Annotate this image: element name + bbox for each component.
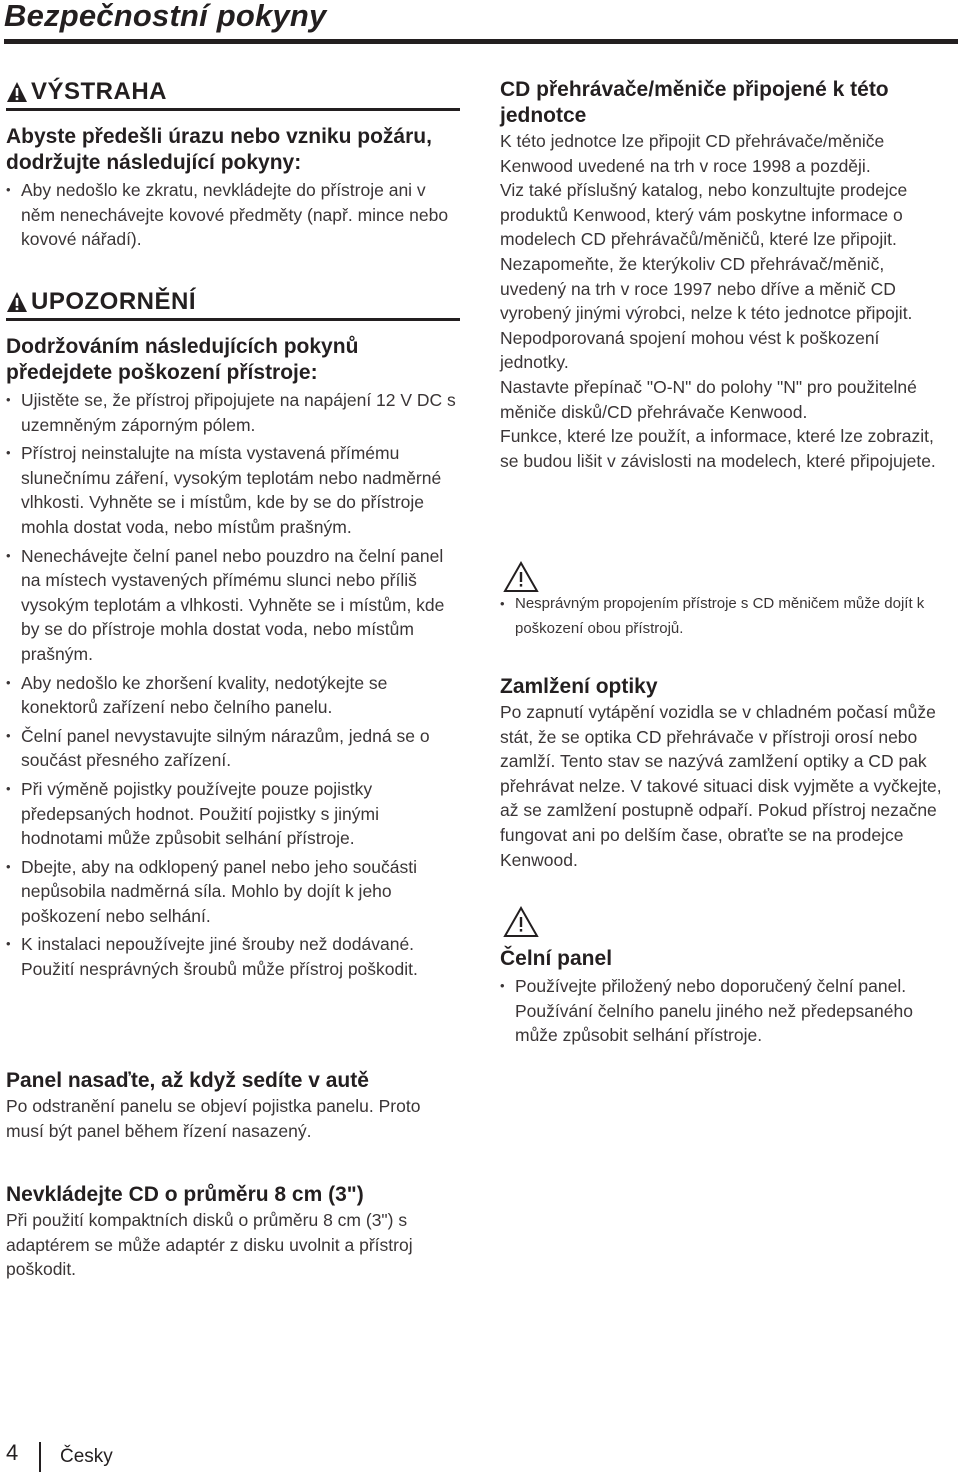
warning-heading: Abyste předešli úrazu nebo vzniku požáru, dodržujte následující pokyny: <box>6 125 432 174</box>
list-item: • Přístroj neinstalujte na místa vystavená přímému slunečnímu záření, vysokým teplotám nebo nadměrné vlhkosti. Vyhněte se i místům, kde by se do přístroje mohla dostat voda, nebo místům prašným. <box>6 441 462 539</box>
warning-list <box>6 178 462 252</box>
list-item: • Dbejte, aby na odklopený panel nebo jeho součásti nepůsobila nadměrná síla. Mohlo by dojít k jeho poškození nebo selhání. <box>6 855 462 929</box>
cd-size-section <box>6 1182 462 1282</box>
list-item: • Nesprávným propojením přístroje s CD měničem může dojít k poškození obou přístrojů. <box>500 591 945 641</box>
fogging-heading: Zamlžení optiky <box>500 675 658 698</box>
panel-section <box>6 1068 462 1143</box>
cd-changers-heading: CD přehrávače/měniče připojené k této jednotce <box>500 78 889 127</box>
paragraph: Viz také příslušný katalog, nebo konzultujte prodejce produktů Kenwood, který vám poskytne informace o modelech CD přehrávačů/měničů, které lze připojit. <box>500 180 908 250</box>
caution-header <box>6 288 196 316</box>
warning-label: VÝSTRAHA <box>31 78 168 105</box>
paragraph: K této jednotce lze připojit CD přehrávače/měniče Kenwood uvedené na trh v roce 1998 a později. <box>500 131 885 176</box>
cd-changers-section <box>500 77 950 473</box>
footer-divider <box>39 1442 41 1472</box>
caution-rule <box>6 318 460 321</box>
panel-text: Po odstranění panelu se objeví pojistka panelu. Proto musí být panel během řízení nasazený. <box>6 1096 421 1141</box>
caution-section <box>6 334 462 986</box>
list-item: • Při výměně pojistky používejte pouze pojistky předepsaných hodnot. Použití pojistky s jinými hodnotami může způsobit selhání přístroje. <box>6 777 462 851</box>
list-item: • Ujistěte se, že přístroj připojujete na napájení 12 V DC s uzemněným záporným pólem. <box>6 388 462 437</box>
panel-heading: Panel nasaďte, až když sedíte v autě <box>6 1069 369 1092</box>
caution-icon <box>503 906 539 938</box>
warning-header <box>6 78 167 106</box>
fogging-section <box>500 674 950 872</box>
warning-rule <box>6 108 460 111</box>
paragraph: Nastavte přepínač "O-N" do polohy "N" pro použitelné měniče disků/CD přehrávače Kenwood. <box>500 376 917 422</box>
caution-label: UPOZORNĚNÍ <box>31 288 197 315</box>
paragraph: Nezapomeňte, že kterýkoliv CD přehrávač/měnič, uvedený na trh v roce 1997 nebo dříve a měnič CD vyrobený jinými výrobci, nelze k této jednotce připojit. <box>500 253 913 324</box>
front-panel-heading: Čelní panel <box>500 947 613 970</box>
cd-size-heading: Nevkládejte CD o průměru 8 cm (3") <box>6 1183 364 1206</box>
footer-language: Česky <box>60 1446 113 1467</box>
list-item: • Aby nedošlo ke zkratu, nevkládejte do přístroje ani v něm nenechávejte kovové předměty (např. mince nebo kovové nářadí). <box>6 178 462 252</box>
list-item: • K instalaci nepoužívejte jiné šrouby než dodávané. Použití nesprávných šroubů může přístroj poškodit. <box>6 932 462 981</box>
front-panel-section <box>500 946 950 1052</box>
list-item: • Čelní panel nevystavujte silným nárazům, jedná se o součást přesného zařízení. <box>6 724 462 773</box>
page-title: Bezpečnostní pokyny <box>4 0 327 33</box>
cd-size-text: Při použití kompaktních disků o průměru 8 cm (3") s adaptérem se může adaptér z disku uvolnit a přístroj poškodit. <box>6 1210 413 1280</box>
fogging-text: Po zapnutí vytápění vozidla se v chladném počasí může stát, že se optika CD přehrávače v přístroji orosí nebo zamlží. Tento stav se nazývá zamlžení optiky a CD pak přehrávat nelze. V takové situaci disk vyjměte a vyčkejte, až se zamlžení postupně odpaří. Pokud přístroj nezačne fungovat ani po delším čase, obraťte se na prodejce Kenwood. <box>500 702 942 870</box>
caution-icon <box>503 561 539 593</box>
caution-list <box>6 388 462 982</box>
page-number: 4 <box>6 1440 19 1465</box>
paragraph: Nepodporovaná spojení mohou vést k poškození jednotky. <box>500 327 880 373</box>
warning-section <box>6 124 462 256</box>
list-item: • Nenechávejte čelní panel nebo pouzdro na čelní panel na místech vystavených přímému slunci nebo příliš vysokým teplotám a vlhkosti. Vyhněte se i místům, kde by se do přístroje mohla dostat voda, nebo místům prašným. <box>6 544 462 667</box>
title-rule <box>4 39 958 44</box>
caution-heading: Dodržováním následujících pokynů předejdete poškození přístroje: <box>6 335 359 384</box>
note-list <box>500 591 945 641</box>
list-item: • Aby nedošlo ke zhoršení kvality, nedotýkejte se konektorů zařízení nebo čelního panelu. <box>6 671 462 720</box>
warning-icon <box>6 291 28 313</box>
cd-changers-note <box>500 591 945 645</box>
front-panel-list <box>500 974 950 1048</box>
list-item: • Používejte přiložený nebo doporučený čelní panel. Používání čelního panelu jiného než předepsaného může způsobit selhání přístroje. <box>500 974 950 1048</box>
paragraph: Funkce, které lze použít, a informace, které lze zobrazit, se budou lišit v závislosti na modelech, které připojujete. <box>500 426 936 471</box>
warning-icon <box>6 81 28 103</box>
